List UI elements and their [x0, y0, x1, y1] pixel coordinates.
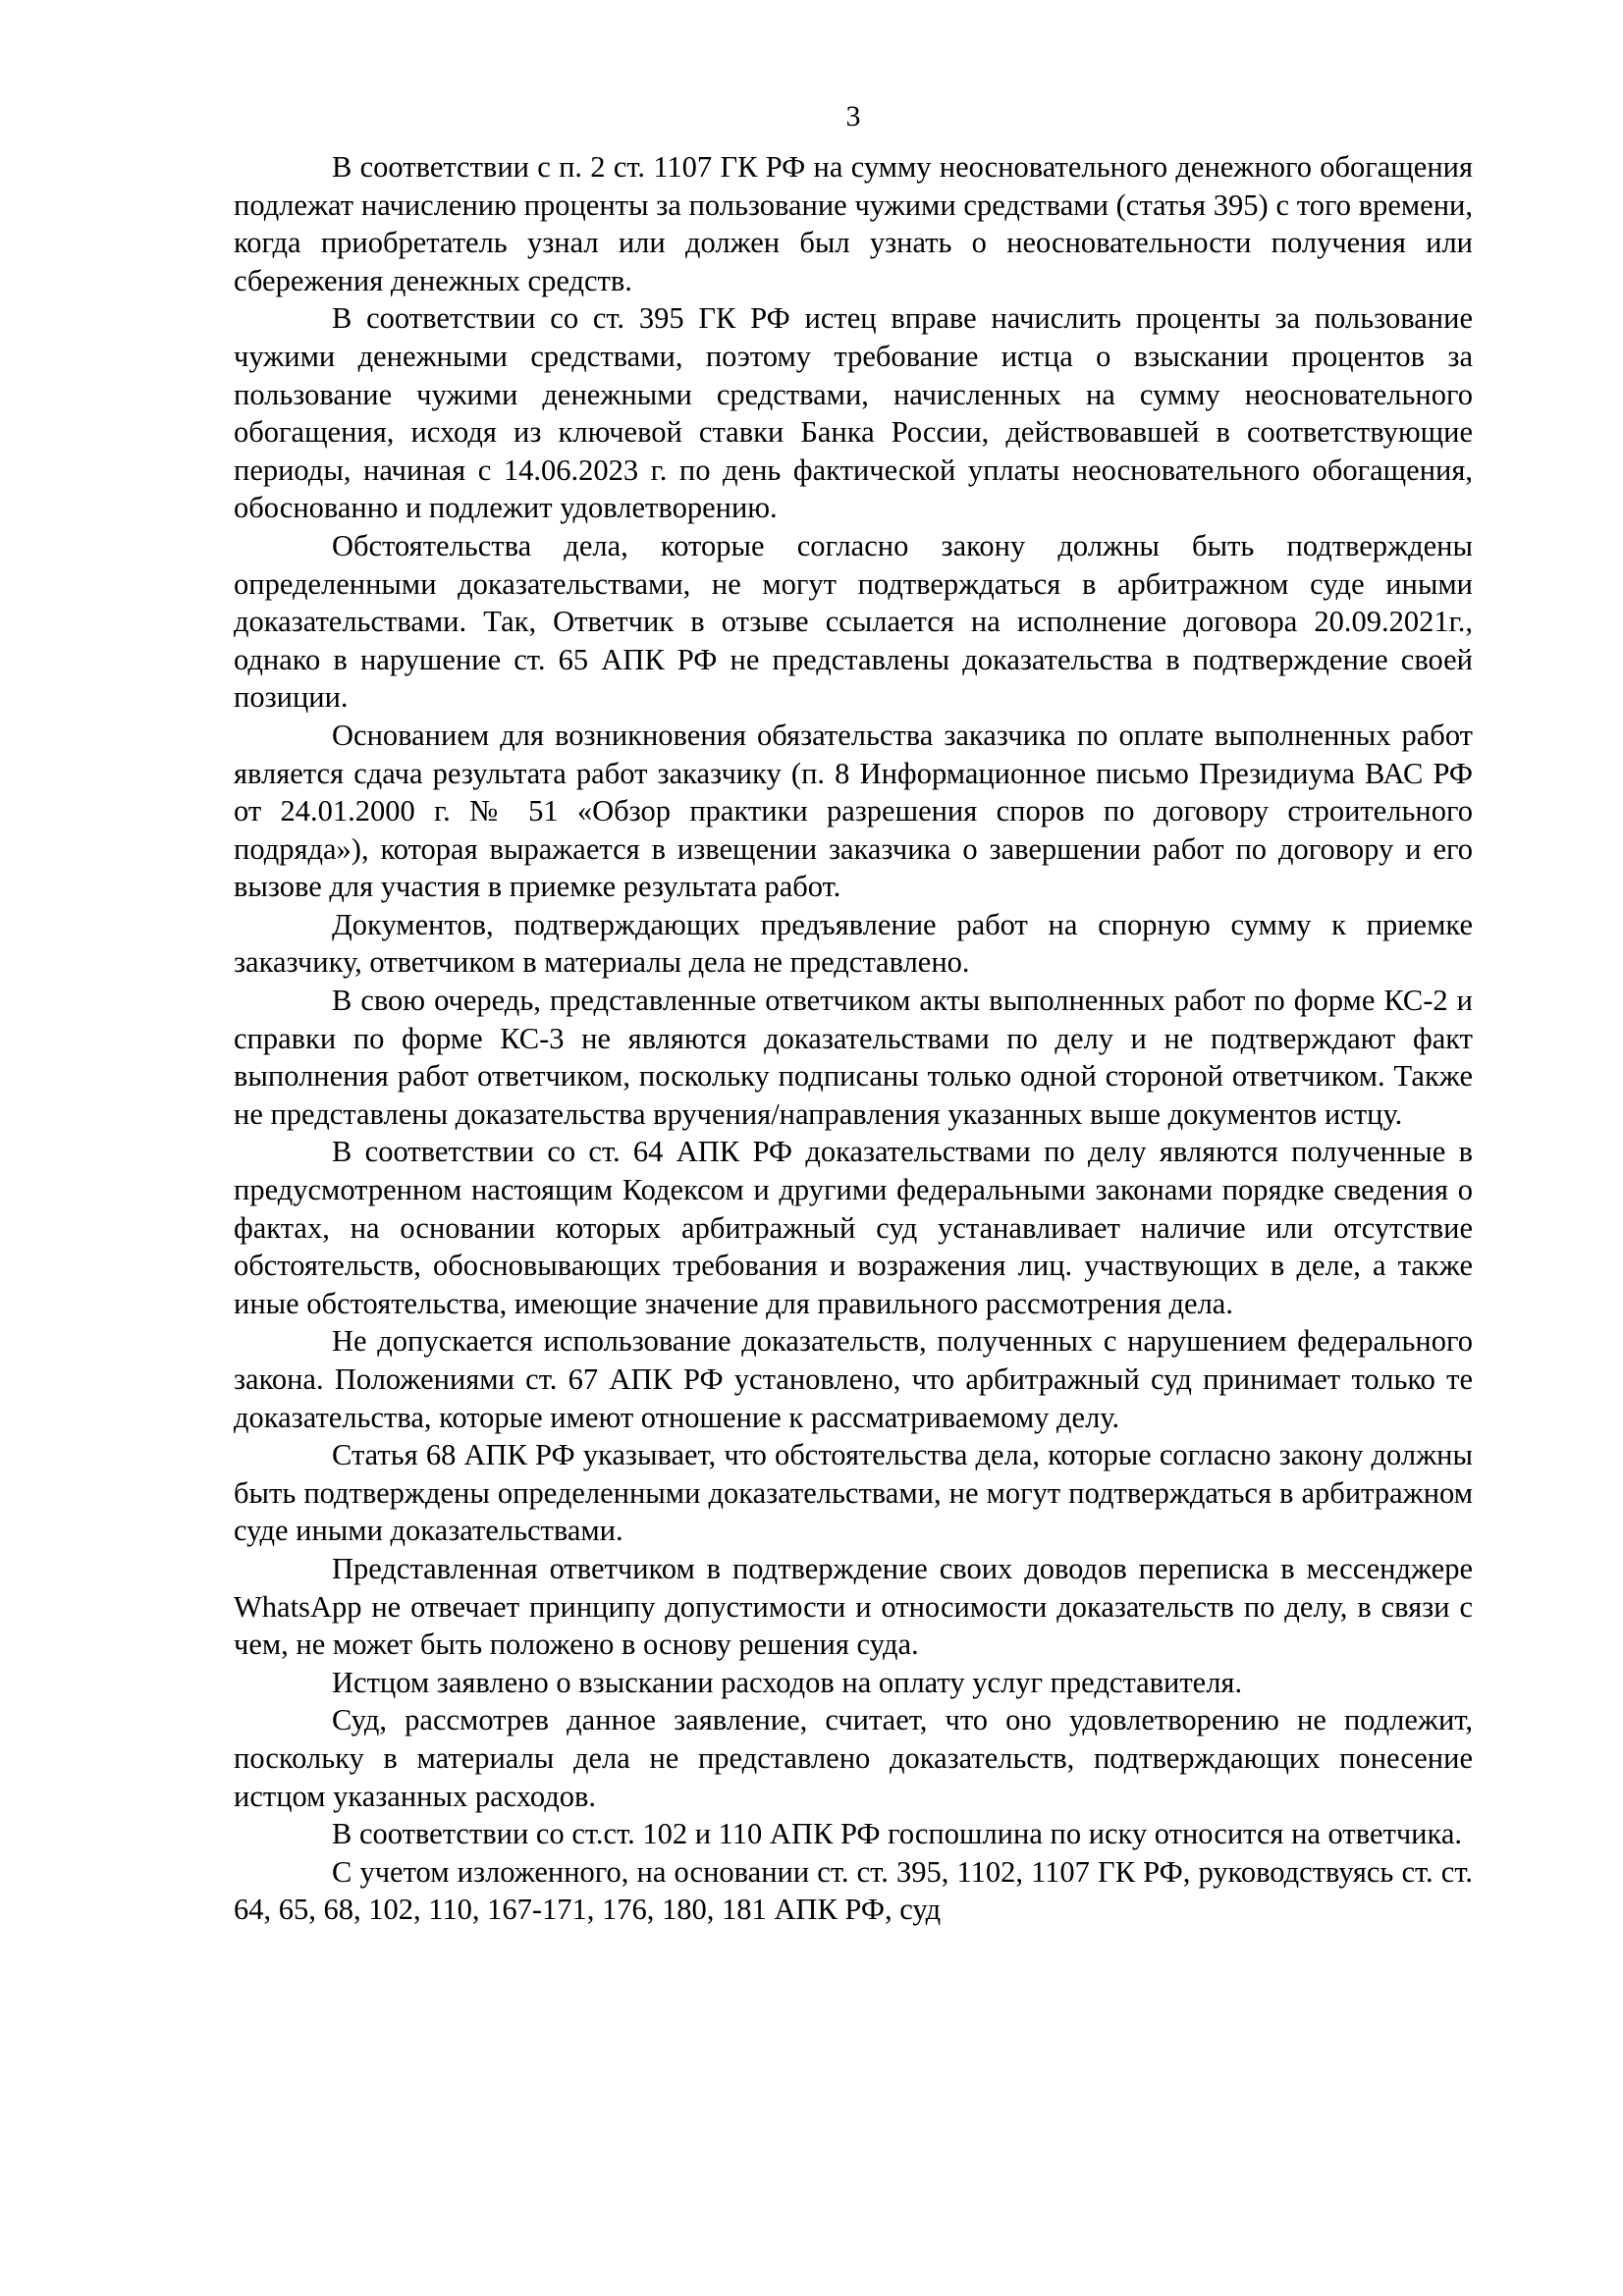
- page-number: 3: [845, 100, 861, 133]
- paragraph-ks2-ks3-acts: В свою очередь, представленные ответчиком акты выполненных работ по форме КС-2 и справки по форме КС-3 не являются доказательствами по делу и не подтверждают факт выполнения работ ответчиком, поскольку подписаны только одной стороной ответчиком. Также не представлены доказательства вручения/направления указанных выше документов истцу.: [234, 984, 1473, 1131]
- paragraph-whatsapp-correspondence: Представленная ответчиком в подтверждение своих доводов переписка в мессенджере WhatsApp не отвечает принципу допустимости и относимости доказательств по делу, в связи с чем, не может быть положено в основу решения суда.: [234, 1551, 1473, 1662]
- paragraph-article-64: В соответствии со ст. 64 АПК РФ доказательствами по делу являются полученные в предусмотренном настоящим Кодексом и другими федеральными законами порядке сведения о фактах, на основании которых арбитражный суд устанавливает наличие или отсутствие обстоятельств, обосновывающих требования и возражения лиц. участвующих в деле, а также иные обстоятельства, имеющие значение для правильного рассмотрения дела.: [234, 1135, 1473, 1320]
- paragraph-state-duty: В соответствии со ст.ст. 102 и 110 АПК РФ госпошлина по иску относится на ответчика.: [332, 1817, 1463, 1851]
- paragraph-representative-costs-claim: Истцом заявлено о взыскании расходов на оплату услуг представителя.: [332, 1665, 1243, 1699]
- paragraph-conclusion: С учетом изложенного, на основании ст. ст. 395, 1102, 1107 ГК РФ, руководствуясь ст. ст. 64, 65, 68, 102, 110, 167-171, 176, 180, 181 АПК РФ, суд: [234, 1854, 1473, 1927]
- paragraph-interest-1107: В соответствии с п. 2 ст. 1107 ГК РФ на сумму неосновательного денежного обогащения подлежат начислению проценты за пользование чужими средствами (статья 395) с того времени, когда приобретатель узнал или должен был узнать о неосновательности получения или сбережения денежных средств.: [234, 150, 1473, 297]
- paragraph-no-acceptance-documents: Документов, подтверждающих предъявление работ на спорную сумму к приемке заказчику, ответчиком в материалы дела не представлено.: [234, 907, 1473, 980]
- paragraph-payment-obligation: Основанием для возникновения обязательства заказчика по оплате выполненных работ является сдача результата работ заказчику (п. 8 Информационное письмо Президиума ВАС РФ от 24.01.2000 г. № 51 «Обзор практики разрешения споров по договору строительного подряда»), которая выражается в извещении заказчика о завершении работ по договору и его вызове для участия в приемке результата работ.: [234, 718, 1473, 904]
- paragraph-article-67: Не допускается использование доказательств, полученных с нарушением федерального закона. Положениями ст. 67 АПК РФ установлено, что арбитражный суд принимает только те доказательства, которые имеют отношение к рассматриваемому делу.: [234, 1324, 1473, 1434]
- paragraph-circumstances-evidence: Обстоятельства дела, которые согласно закону должны быть подтверждены определенными доказательствами, не могут подтверждаться в арбитражном суде иными доказательствами. Так, Ответчик в отзыве ссылается на исполнение договора 20.09.2021г., однако в нарушение ст. 65 АПК РФ не представлены доказательства в подтверждение своей позиции.: [234, 528, 1473, 715]
- paragraph-interest-395: В соответствии со ст. 395 ГК РФ истец вправе начислить проценты за пользование чужими денежными средствами, поэтому требование истца о взыскании процентов за пользование чужими денежными средствами, начисленных на сумму неосновательного обогащения, исходя из ключевой ставки Банка России, действовавшей в соответствующие периоды, начиная с 14.06.2023 г. по день фактической уплаты неосновательного обогащения, обоснованно и подлежит удовлетворению.: [234, 301, 1473, 525]
- paragraph-costs-rejected: Суд, рассмотрев данное заявление, считает, что оно удовлетворению не подлежит, поскольку в материалы дела не представлено доказательств, подтверждающих понесение истцом указанных расходов.: [234, 1703, 1473, 1813]
- paragraph-article-68: Статья 68 АПК РФ указывает, что обстоятельства дела, которые согласно закону должны быть подтверждены определенными доказательствами, не могут подтверждаться в арбитражном суде иными доказательствами.: [234, 1438, 1473, 1548]
